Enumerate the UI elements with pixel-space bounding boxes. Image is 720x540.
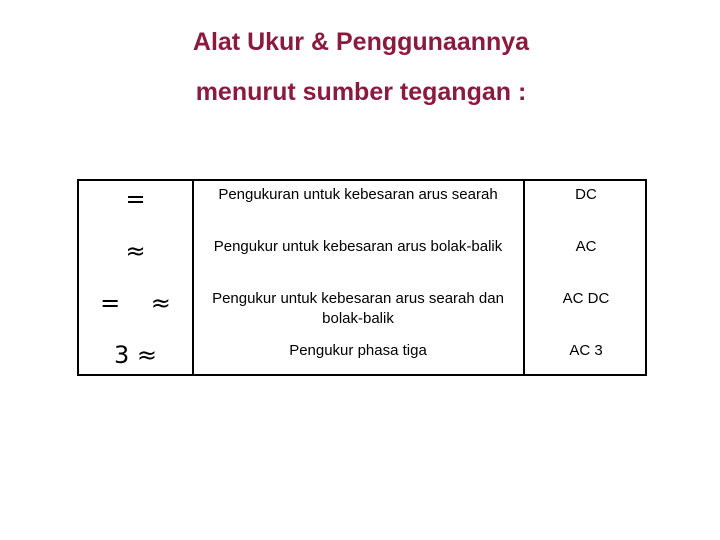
table-row — [79, 285, 645, 337]
slide-title-line-1: Alat Ukur & Penggunaannya — [192, 28, 530, 56]
current-type-cell: AC — [575, 238, 597, 255]
measurement-table — [77, 179, 647, 376]
current-type-cell: AC DC — [562, 290, 610, 307]
symbol-cell: ≈ — [125, 237, 146, 265]
current-type-cell: AC 3 — [569, 342, 603, 359]
symbol-cell: = ≈ — [100, 289, 171, 317]
symbol-cell: 3 ≈ — [113, 341, 157, 369]
description-cell: Pengukuran untuk kebesaran arus searah — [218, 186, 498, 203]
table-row — [79, 181, 645, 233]
description-cell: Pengukur untuk kebesaran arus bolak-balik — [213, 238, 503, 255]
slide-title-line-2: menurut sumber tegangan : — [195, 78, 527, 106]
current-type-cell: DC — [575, 186, 597, 203]
description-cell: Pengukur untuk kebesaran arus searah dan bolak-balik — [212, 290, 504, 327]
table-row — [79, 233, 645, 285]
description-cell: Pengukur phasa tiga — [289, 342, 427, 359]
table-row — [79, 337, 645, 389]
symbol-cell: = — [125, 185, 146, 213]
